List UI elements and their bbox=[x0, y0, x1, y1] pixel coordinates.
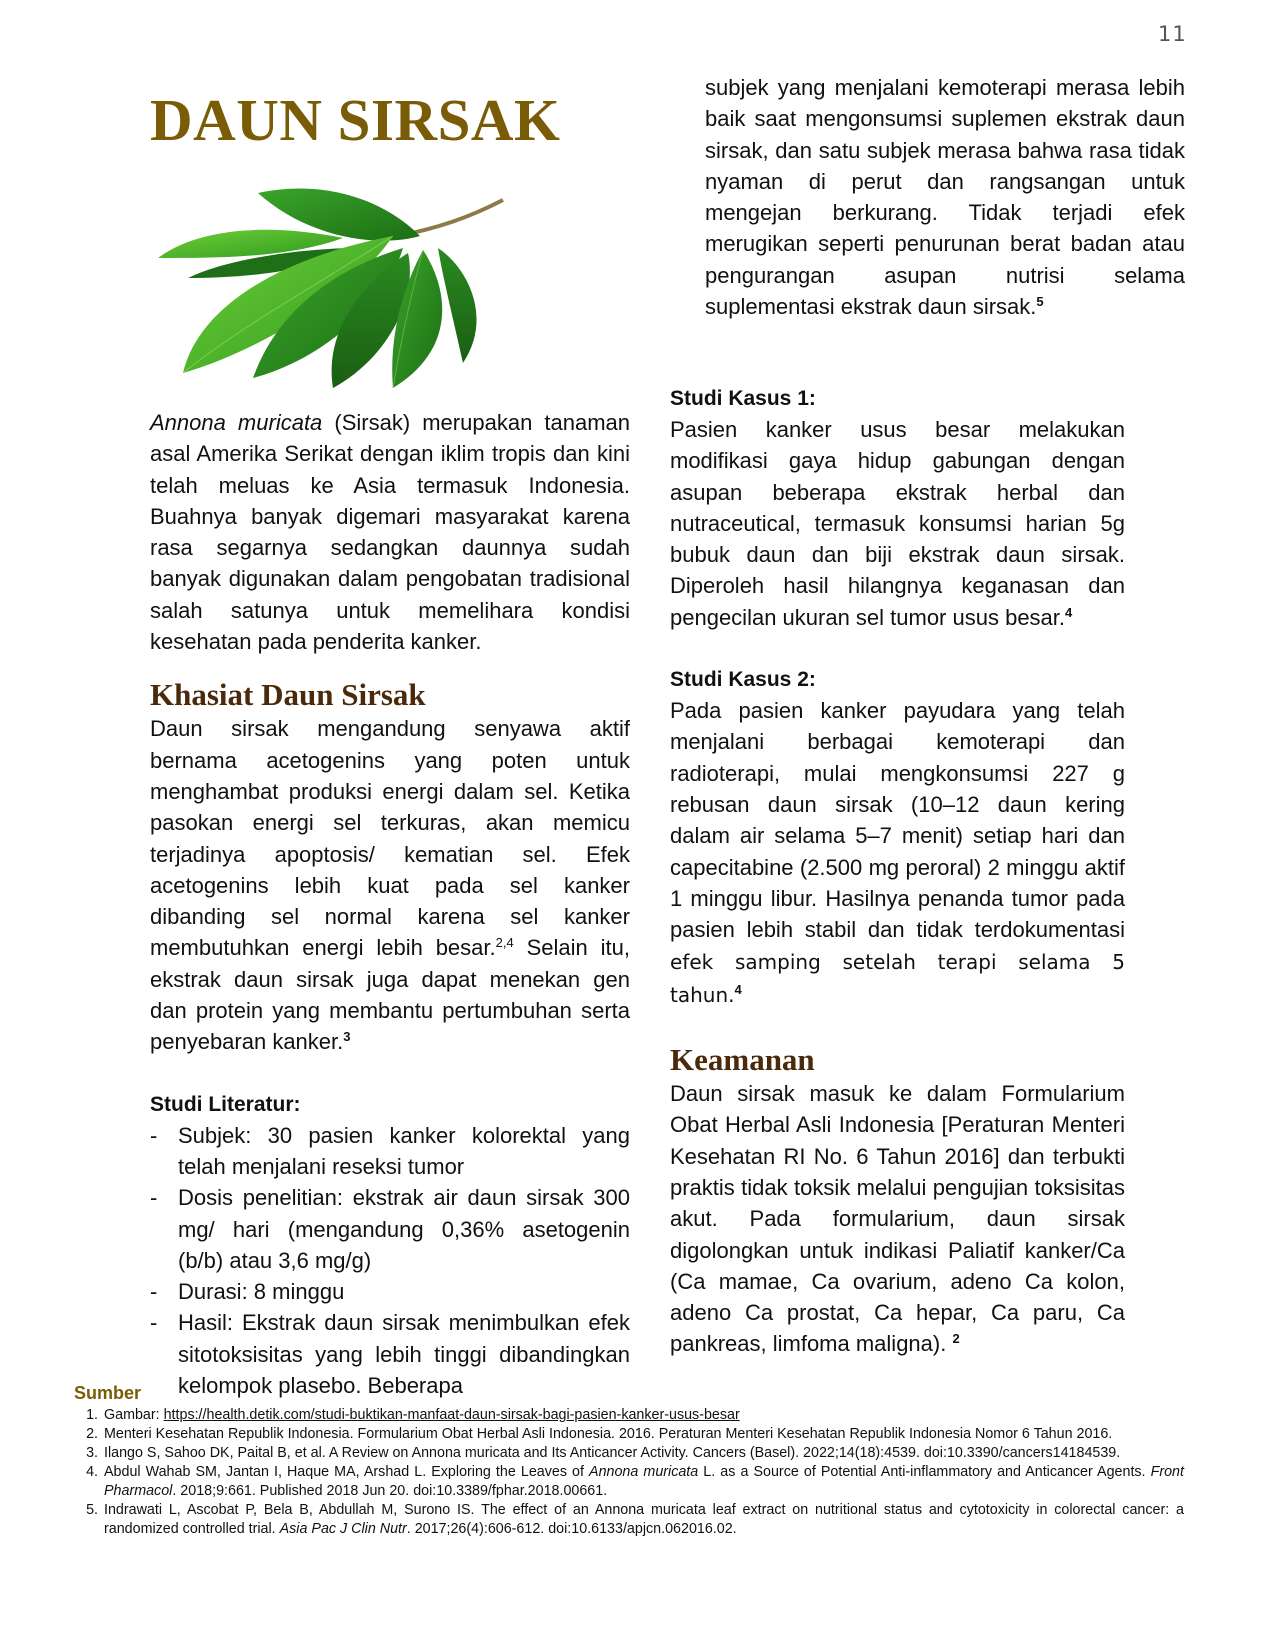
khasiat-text-2: Selain itu, ekstrak daun sirsak juga dapat menekan gen dan protein yang membantu pertumbuhan serta penyebaran kanker. bbox=[150, 935, 630, 1055]
source-italic: Annona muricata bbox=[589, 1464, 699, 1480]
right-column-continuation bbox=[705, 72, 1185, 322]
source-item bbox=[102, 1501, 1184, 1539]
citation: 2,4 bbox=[495, 935, 514, 951]
keamanan-heading: Keamanan bbox=[670, 1042, 815, 1078]
sources-section bbox=[74, 1382, 1184, 1539]
source-prefix: Gambar: bbox=[104, 1407, 164, 1423]
source-text: L. as a Source of Potential Anti-inflammatory and Anticancer Agents. bbox=[698, 1464, 1151, 1480]
source-item bbox=[102, 1406, 1184, 1425]
sources-heading: Sumber bbox=[74, 1383, 142, 1403]
left-column bbox=[150, 407, 630, 1401]
studi-kasus-2-text: Pada pasien kanker payudara yang telah menjalani berbagai kemoterapi dan radioterapi, mulai mengkonsumsi 227 g rebusan daun sirsak (10–12 daun kering dalam air selama 5–7 menit) setiap hari dan capecitabine (2.500 mg peroral) 2 minggu aktif 1 minggu libur. Hasilnya penanda tumor pada pasien lebih stabil dan tidak terdokumentasi bbox=[670, 698, 1125, 943]
source-journal: Asia Pac J Clin Nutr bbox=[279, 1521, 407, 1537]
studi-kasus-2-tail: efek samping setelah terapi selama 5 tahun. bbox=[670, 950, 1125, 1007]
source-journal: Front Pharmacol bbox=[104, 1464, 1184, 1499]
intro-text: (Sirsak) merupakan tanaman asal Amerika Serikat dengan iklim tropis dan kini telah meluas ke Asia termasuk Indonesia. Buahnya banyak digemari masyarakat karena rasa segarnya sedangkan daunnya sudah banyak digunakan dalam pengobatan tradisional salah satunya untuk memelihara kondisi kesehatan pada penderita kanker. bbox=[150, 410, 630, 655]
source-text: . 2017;26(4):606-612. doi:10.6133/apjcn.062016.02. bbox=[406, 1521, 737, 1537]
citation: 4 bbox=[734, 981, 742, 997]
studi-kasus-1-paragraph bbox=[670, 414, 1125, 633]
studi-kasus-1-heading: Studi Kasus 1: bbox=[670, 387, 816, 410]
studi-literatur-list bbox=[150, 1120, 630, 1402]
source-text: . 2018;9:661. Published 2018 Jun 20. doi:10.3389/fphar.2018.00661. bbox=[172, 1483, 608, 1499]
studi-literatur-heading: Studi Literatur: bbox=[150, 1092, 301, 1116]
source-text: Abdul Wahab SM, Jantan I, Haque MA, Arshad L. Exploring the Leaves of bbox=[104, 1464, 590, 1480]
source-text: Indrawati L, Ascobat P, Bela B, Abdullah M, Surono IS. The effect of an Annona muricata leaf extract on nutritional status and cytotoxicity in colorectal cancer: a randomized controlled trial. bbox=[104, 1502, 1184, 1537]
studi-kasus-2-paragraph bbox=[670, 695, 1125, 1011]
intro-paragraph bbox=[150, 407, 630, 657]
soursop-leaves-icon bbox=[158, 178, 528, 388]
species-name: Annona muricata bbox=[150, 410, 323, 435]
list-item: - Dosis penelitian: ekstrak air daun sirsak 300 mg/ hari (mengandung 0,36% asetogenin (b/b) atau 3,6 mg/g) bbox=[150, 1182, 630, 1276]
page-number: 11 bbox=[1158, 22, 1187, 46]
studi-literatur-continuation bbox=[705, 72, 1185, 322]
studi-kasus-2-heading: Studi Kasus 2: bbox=[670, 668, 816, 692]
source-link[interactable]: https://health.detik.com/studi-buktikan-manfaat-daun-sirsak-bagi-pasien-kanker-usus-besar bbox=[163, 1407, 740, 1423]
keamanan-paragraph bbox=[670, 1078, 1125, 1360]
keamanan-text: Daun sirsak masuk ke dalam Formularium Obat Herbal Asli Indonesia [Peraturan Menteri Kesehatan RI No. 6 Tahun 2016] dan terbukti praktis tidak toksik melalui pengujian toksisitas akut. Pada formularium, daun sirsak digolongkan untuk indikasi Paliatif kanker/Ca (Ca mamae, Ca ovarium, adeno Ca kolon, adeno Ca prostat, Ca hepar, Ca paru, Ca pankreas, limfoma maligna). bbox=[670, 1081, 1125, 1357]
citation: 4 bbox=[1065, 604, 1073, 620]
studi-kasus-1-text: Pasien kanker usus besar melakukan modifikasi gaya hidup gabungan dengan asupan beberapa ekstrak herbal dan nutraceutical, termasuk konsumsi harian 5g bubuk daun dan biji ekstrak daun sirsak. Diperoleh hasil hilangnya keganasan dan pengecilan ukuran sel tumor usus besar. bbox=[670, 417, 1125, 630]
sources-list bbox=[74, 1406, 1184, 1539]
list-item: - Durasi: 8 minggu bbox=[150, 1276, 630, 1307]
khasiat-text-1: Daun sirsak mengandung senyawa aktif bernama acetogenins yang poten untuk menghambat produksi energi dalam sel. Ketika pasokan energi sel terkuras, akan memicu terjadinya apoptosis/ kematian sel. Efek acetogenins lebih kuat pada sel kanker dibanding sel normal karena sel kanker membutuhkan energi lebih besar. bbox=[150, 716, 630, 961]
leaf-branch-image bbox=[158, 178, 528, 388]
khasiat-paragraph bbox=[150, 713, 630, 1057]
citation: 2 bbox=[952, 1331, 960, 1347]
citation: 5 bbox=[1036, 294, 1044, 310]
source-item: 2. Menteri Kesehatan Republik Indonesia. Formularium Obat Herbal Asli Indonesia. 2016. Peraturan Menteri Kesehatan Republik Indonesia Nomor 6 Tahun 2016. bbox=[102, 1425, 1184, 1444]
khasiat-heading: Khasiat Daun Sirsak bbox=[150, 677, 426, 713]
list-item: - Subjek: 30 pasien kanker kolorektal yang telah menjalani reseksi tumor bbox=[150, 1120, 630, 1183]
continuation-text: subjek yang menjalani kemoterapi merasa lebih baik saat mengonsumsi suplemen ekstrak daun sirsak, dan satu subjek merasa bahwa rasa tidak nyaman di perut dan rangsangan untuk mengejan berkurang. Tidak terjadi efek merugikan seperti penurunan berat badan atau pengurangan asupan nutrisi selama suplementasi ekstrak daun sirsak. bbox=[705, 75, 1185, 320]
citation: 3 bbox=[343, 1029, 351, 1045]
source-item: 3. Ilango S, Sahoo DK, Paital B, et al. A Review on Annona muricata and Its Anticancer Activity. Cancers (Basel). 2022;14(18):4539. doi:10.3390/cancers14184539. bbox=[102, 1444, 1184, 1463]
source-item bbox=[102, 1463, 1184, 1501]
list-item: - Hasil: Ekstrak daun sirsak menimbulkan efek sitotoksisitas yang lebih tinggi dibandingkan kelompok plasebo. Beberapa bbox=[150, 1307, 630, 1401]
page-title: DAUN SIRSAK bbox=[150, 87, 561, 153]
right-column bbox=[670, 383, 1125, 1360]
